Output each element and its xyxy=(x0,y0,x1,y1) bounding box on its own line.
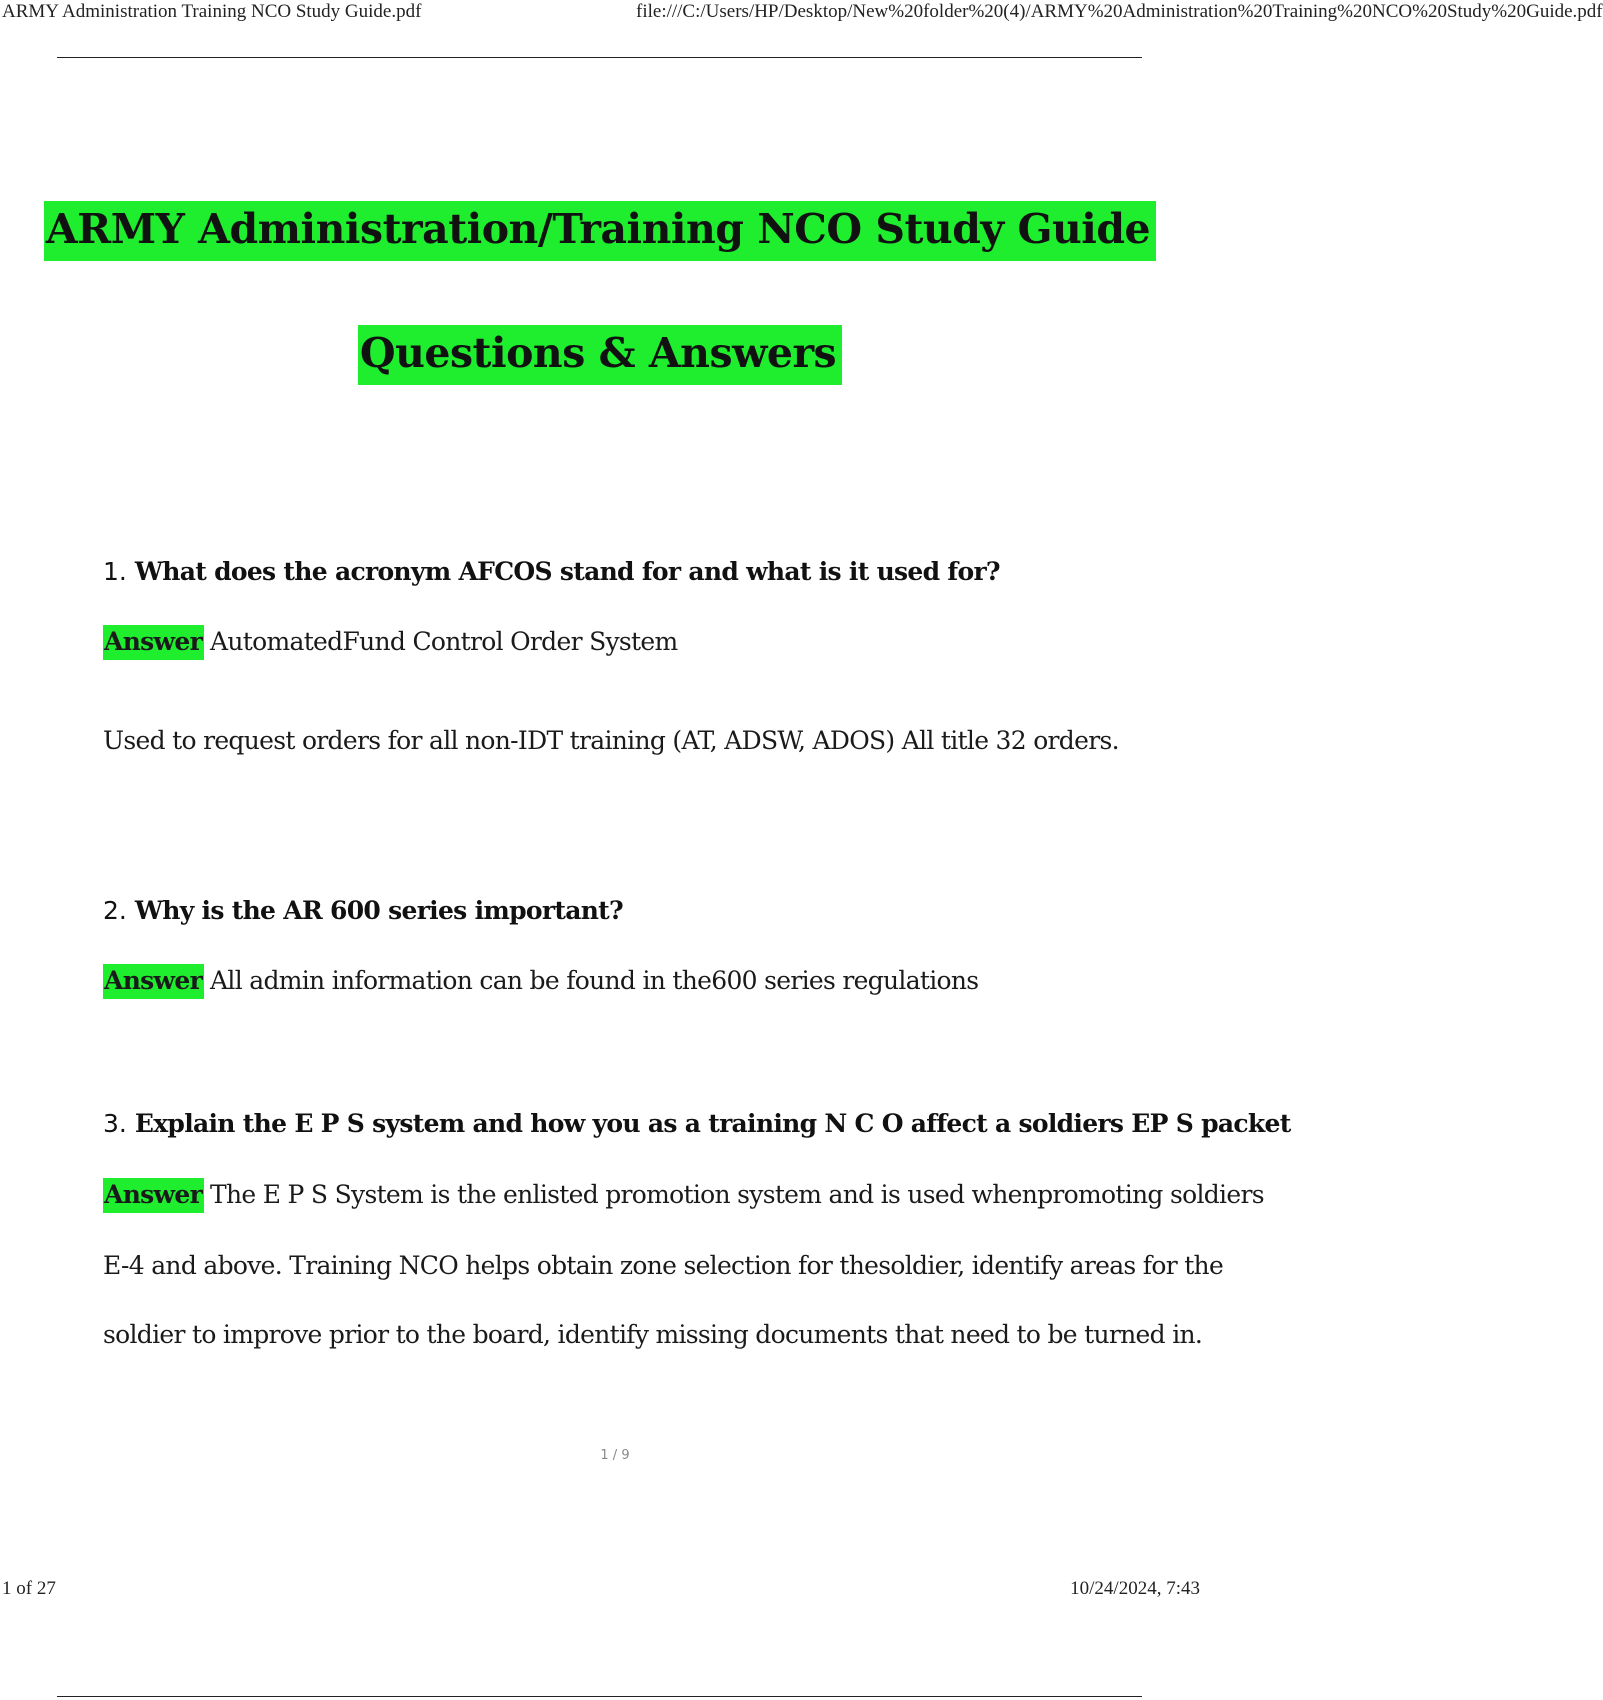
answer-2 xyxy=(103,966,978,995)
question-text: Why is the AR 600 series important? xyxy=(134,896,623,925)
pdf-print-header-url: file:///C:/Users/HP/Desktop/New%20folder%20(4)/ARMY%20Administration%20Training%20NCO%20Study%20Guide.pdf xyxy=(636,1,1603,22)
answer-label: Answer xyxy=(103,1178,204,1213)
question-text: What does the acronym AFCOS stand for and what is it used for? xyxy=(134,557,1000,586)
question-number: 2. xyxy=(103,896,127,925)
footer-rule xyxy=(57,1696,1142,1697)
pdf-print-header-title: ARMY Administration Training NCO Study Guide.pdf xyxy=(2,1,422,22)
question-1 xyxy=(103,557,1000,586)
answer-label: Answer xyxy=(103,964,204,999)
answer-3-line-2: E-4 and above. Training NCO helps obtain zone selection for thesoldier, identify areas for the xyxy=(103,1251,1224,1280)
answer-1-note: Used to request orders for all non-IDT training (AT, ADSW, ADOS) All title 32 orders. xyxy=(103,726,1119,755)
pdf-print-footer-timestamp: 10/24/2024, 7:43 xyxy=(1070,1578,1200,1599)
question-2 xyxy=(103,896,623,925)
question-text: Explain the E P S system and how you as a training N C O affect a soldiers EP S packet xyxy=(134,1109,1291,1138)
document-title xyxy=(0,205,1200,253)
answer-3 xyxy=(103,1180,1264,1209)
header-rule xyxy=(57,57,1142,58)
answer-text: The E P S System is the enlisted promotion system and is used whenpromoting soldiers xyxy=(210,1180,1264,1209)
page-indicator: 1 / 9 xyxy=(600,1448,630,1463)
question-number: 3. xyxy=(103,1109,127,1138)
answer-label: Answer xyxy=(103,625,204,660)
answer-text: All admin information can be found in the600 series regulations xyxy=(210,966,979,995)
pdf-print-footer-page-count: 1 of 27 xyxy=(2,1578,56,1599)
title-highlight: ARMY Administration/Training NCO Study Guide xyxy=(44,201,1156,261)
document-subtitle xyxy=(0,329,1200,377)
answer-1 xyxy=(103,627,678,656)
answer-3-line-3: soldier to improve prior to the board, identify missing documents that need to be turned in. xyxy=(103,1320,1203,1349)
question-3 xyxy=(103,1109,1291,1138)
subtitle-highlight: Questions & Answers xyxy=(358,325,842,385)
question-number: 1. xyxy=(103,557,127,586)
answer-text: AutomatedFund Control Order System xyxy=(210,627,678,656)
